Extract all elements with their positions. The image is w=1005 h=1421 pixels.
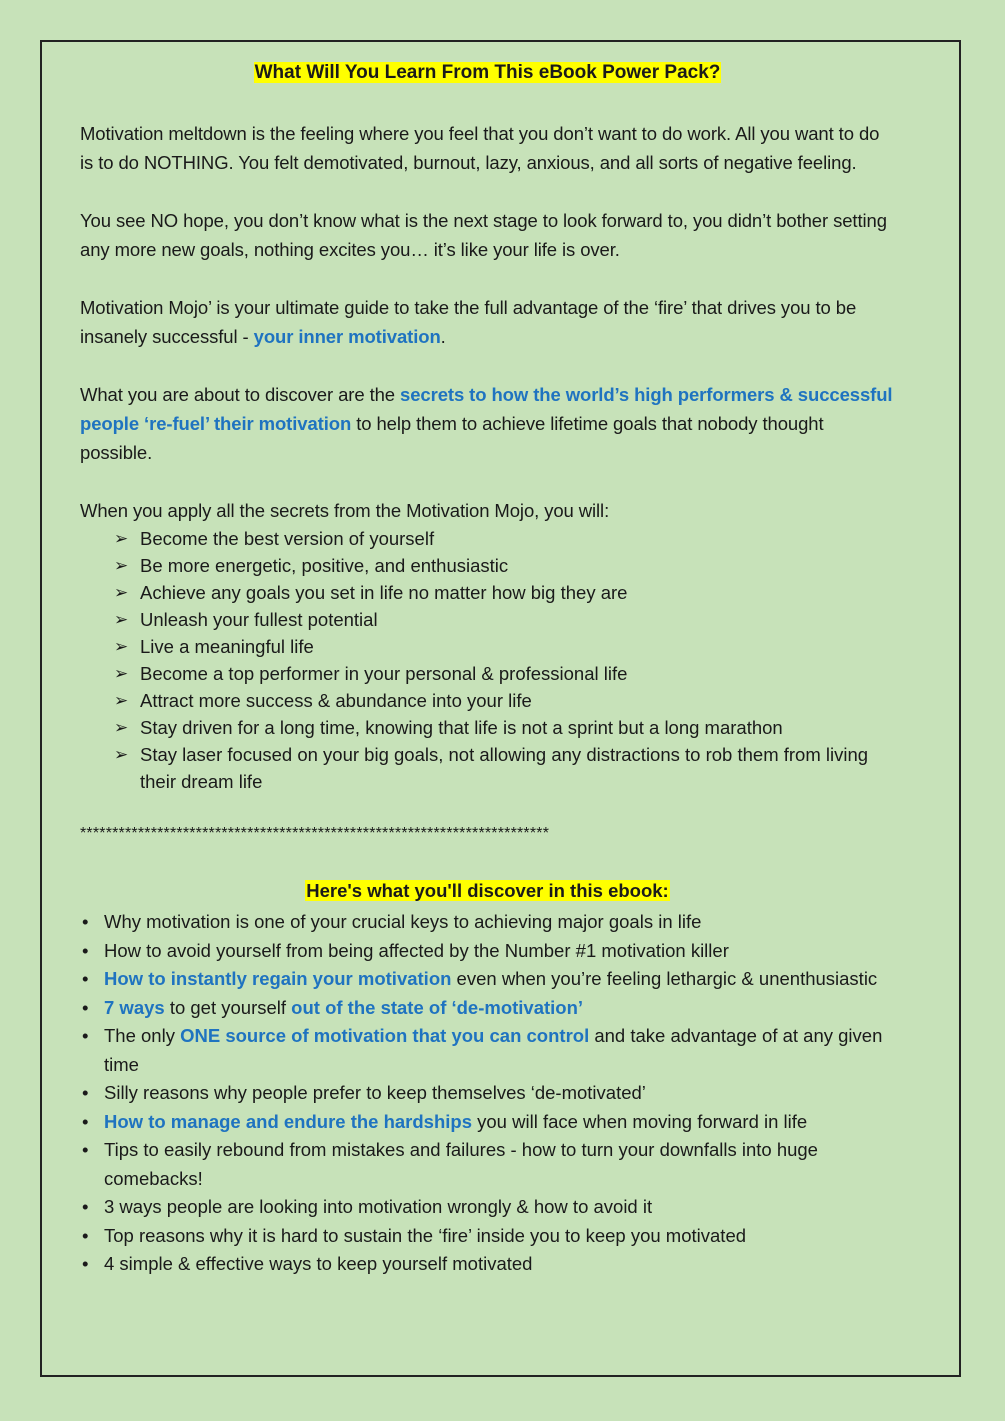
benefit-text: Become the best version of yourself: [140, 528, 435, 549]
benefit-text: Attract more success & abundance into your life: [140, 690, 532, 711]
discover-item: [80, 965, 895, 994]
discover-highlight: ONE source of motivation that you can control: [180, 1025, 590, 1046]
section-subtitle: Here's what you'll discover in this ebook:: [306, 880, 669, 901]
benefit-text: Unleash your fullest potential: [140, 609, 378, 630]
benefits-list: [80, 525, 895, 795]
benefit-text: Be more energetic, positive, and enthusiastic: [140, 555, 509, 576]
discover-highlight: out of the state of ‘de-motivation’: [291, 996, 584, 1018]
bullet-dot-icon: •: [82, 1196, 89, 1217]
discover-text: 4 simple & effective ways to keep yourself motivated: [104, 1253, 533, 1274]
benefit-text: Stay driven for a long time, knowing that life is not a sprint but a long marathon: [140, 717, 783, 738]
benefit-text: Live a meaningful life: [140, 636, 314, 657]
discover-text-c: to help them to achieve lifetime goals that nobody thought possible.: [80, 413, 824, 463]
discover-text: How to avoid yourself from being affected by the Number #1 motivation killer: [104, 939, 729, 961]
arrow-bullet-icon: ➢: [114, 745, 129, 764]
discover-text: The only: [104, 1025, 181, 1046]
discover-item: [80, 1022, 895, 1079]
paragraph-discover: [80, 380, 895, 467]
discover-item: [80, 994, 895, 1023]
benefit-item: [114, 633, 895, 660]
benefit-text: Stay laser focused on your big goals, not allowing any distractions to rob them from living their dream life: [140, 744, 869, 792]
discover-text: Tips to easily rebound from mistakes and failures - how to turn your downfalls into huge comebacks!: [104, 1139, 818, 1189]
paragraph-no-hope: You see NO hope, you don’t know what is the next stage to look forward to, you didn’t bother setting any more new goals, nothing excites you… it’s like your life is over.: [80, 210, 887, 260]
paragraph-meltdown: Motivation meltdown is the feeling where you feel that you don’t want to do work. All you want to do is to do NOTHING. You felt demotivated, burnout, lazy, anxious, and all sorts of negative feeling.: [80, 123, 880, 173]
separator-stars: *************************************************************************: [80, 825, 550, 842]
discover-text: Top reasons why it is hard to sustain the ‘fire’ inside you to keep you motivated: [104, 1224, 747, 1246]
discover-item: [80, 937, 895, 966]
discover-text: Silly reasons why people prefer to keep themselves ‘de-motivated’: [104, 1082, 646, 1103]
discover-text: even when you’re feeling lethargic & unenthusiastic: [451, 968, 878, 989]
mojo-guide-text: Motivation Mojo’ is your ultimate guide to take the full advantage of the ‘fire’ that drives you to be insanely successful -: [80, 297, 857, 347]
secrets-highlight: secrets to how the world’s high performers & successful people ‘re-fuel’ their motivation: [80, 384, 893, 434]
discover-text: Why motivation is one of your crucial keys to achieving major goals in life: [104, 911, 702, 932]
bullet-dot-icon: •: [82, 939, 89, 961]
discover-item: [80, 1222, 895, 1251]
discover-highlight: How to instantly regain your motivation: [104, 968, 452, 989]
arrow-bullet-icon: ➢: [114, 583, 129, 602]
discover-text: to get yourself: [164, 996, 292, 1018]
bullet-dot-icon: •: [82, 911, 89, 932]
benefit-text: Become a top performer in your personal & professional life: [140, 663, 628, 684]
arrow-bullet-icon: ➢: [114, 556, 129, 575]
arrow-bullet-icon: ➢: [114, 691, 129, 710]
bullet-dot-icon: •: [82, 1110, 89, 1132]
bullet-dot-icon: •: [82, 1025, 89, 1046]
bullet-dot-icon: •: [82, 996, 89, 1018]
paragraph-mojo-guide: [80, 293, 895, 351]
benefit-item: [114, 552, 895, 579]
bullet-dot-icon: •: [82, 1139, 89, 1160]
benefit-item: [114, 660, 895, 687]
benefit-item: [114, 579, 895, 606]
discover-item: [80, 1193, 895, 1222]
discover-list: [80, 908, 895, 1279]
title-row: [80, 62, 895, 90]
benefit-item: [114, 687, 895, 714]
discover-text: 3 ways people are looking into motivation wrongly & how to avoid it: [104, 1196, 653, 1217]
discover-text: and take advantage of at any given time: [104, 1025, 883, 1075]
paragraph-apply: When you apply all the secrets from the Motivation Mojo, you will:: [80, 500, 610, 521]
arrow-bullet-icon: ➢: [114, 637, 129, 656]
bullet-dot-icon: •: [82, 1224, 89, 1246]
arrow-bullet-icon: ➢: [114, 718, 129, 737]
bullet-dot-icon: •: [82, 968, 89, 989]
arrow-bullet-icon: ➢: [114, 664, 129, 683]
benefit-item: [114, 741, 895, 795]
discover-item: [80, 1079, 895, 1108]
discover-item: [80, 1108, 895, 1137]
discover-highlight: How to manage and endure the hardships: [104, 1110, 472, 1132]
discover-highlight: 7 ways: [104, 996, 165, 1018]
discover-text-a: What you are about to discover are the: [80, 384, 401, 405]
bullet-dot-icon: •: [82, 1082, 89, 1103]
benefit-item: [114, 714, 895, 741]
discover-item: [80, 1250, 895, 1279]
page-title: What Will You Learn From This eBook Power Pack?: [254, 62, 721, 83]
subtitle-row: [80, 880, 895, 908]
benefit-item: [114, 606, 895, 633]
benefit-text: Achieve any goals you set in life no matter how big they are: [140, 582, 628, 603]
arrow-bullet-icon: ➢: [114, 529, 129, 548]
discover-item: [80, 908, 895, 937]
bullet-dot-icon: •: [82, 1253, 89, 1274]
discover-item: [80, 1136, 895, 1193]
mojo-guide-end: .: [440, 326, 446, 347]
benefit-item: [114, 525, 895, 552]
arrow-bullet-icon: ➢: [114, 610, 129, 629]
inner-motivation-highlight: your inner motivation: [253, 326, 441, 347]
discover-text: you will face when moving forward in life: [472, 1110, 808, 1132]
document-content: [80, 62, 895, 1279]
